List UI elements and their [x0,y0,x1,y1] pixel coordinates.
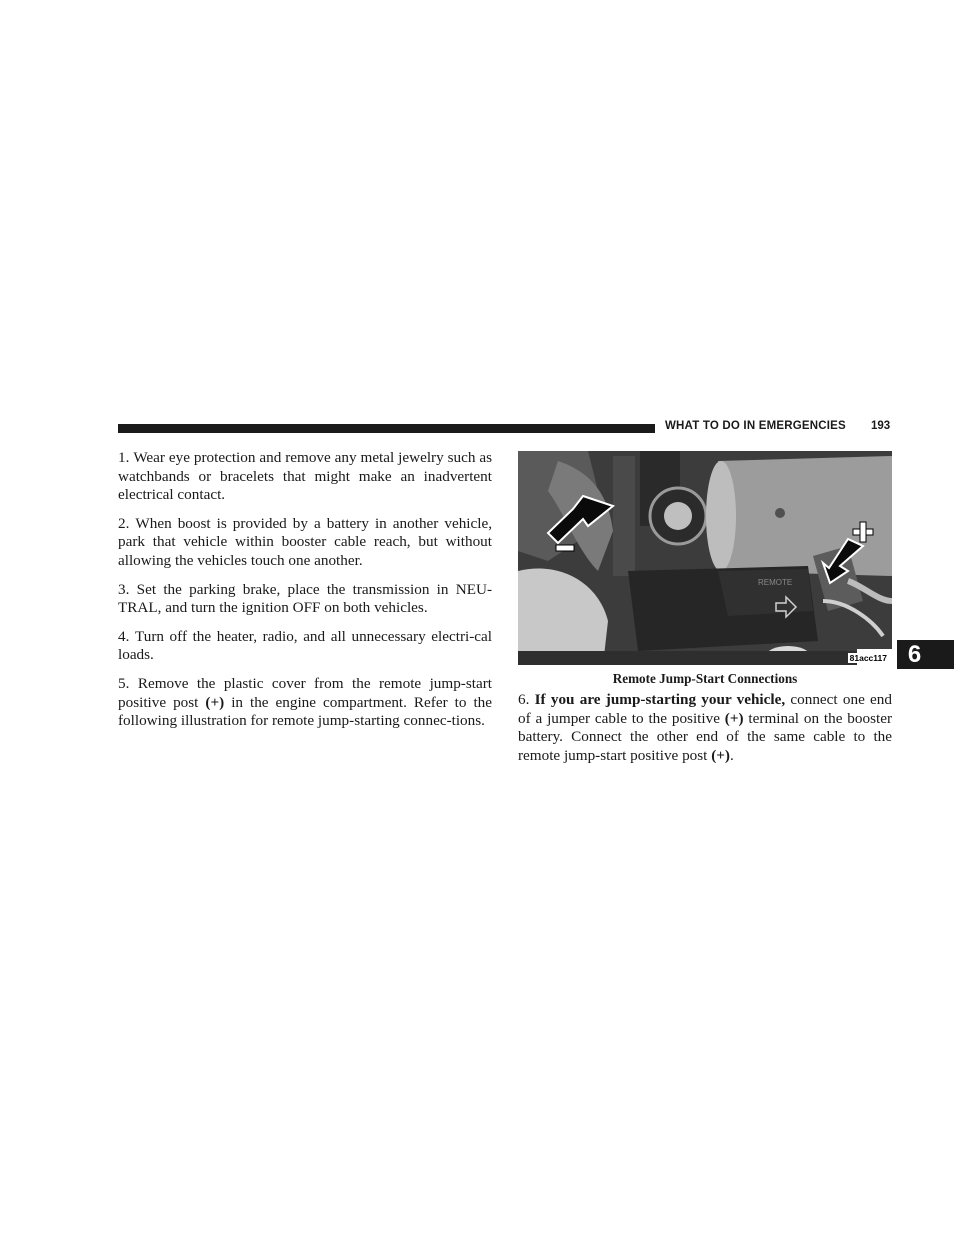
step-5: 5. Remove the plastic cover from the remote jump-start positive post (+) in the engine compartment. Refer to the following illustration for remote jump-starting connec-tions. [118,674,493,730]
engine-compartment-illustration [518,451,892,665]
step-1: 1. Wear eye protection and remove any metal jewelry such as watchbands or bracelets that might make an inadvertent electrical contact. [118,449,493,504]
step-2: 2. When boost is provided by a battery in another vehicle, park that vehicle within booster cable reach, but without allowing the vehicles touch one another. [118,514,493,569]
page-number: 193 [871,420,891,432]
step-4: 4. Turn off the heater, radio, and all unnecessary electri-cal loads. [118,627,492,664]
header-rule [118,424,655,433]
running-header: WHAT TO DO IN EMERGENCIES [665,420,846,432]
steps-left-column [118,449,492,741]
figure-caption: Remote Jump-Start Connections [612,671,798,686]
chapter-tab: 6 [897,640,954,669]
step-6: 6. If you are jump-starting your vehicle, connect one end of a jumper cable to the positive (+) terminal on the booster battery. Connect the other end of the same cable to the remote jump-start positive post (+). [518,691,893,764]
step-3: 3. Set the parking brake, place the transmission in NEU-TRAL, and turn the ignition OFF on both vehicles. [118,580,493,617]
steps-right-column [518,691,892,775]
svg-text:REMOTE: REMOTE [758,578,793,587]
image-code-label: 81acc117 [849,653,887,663]
